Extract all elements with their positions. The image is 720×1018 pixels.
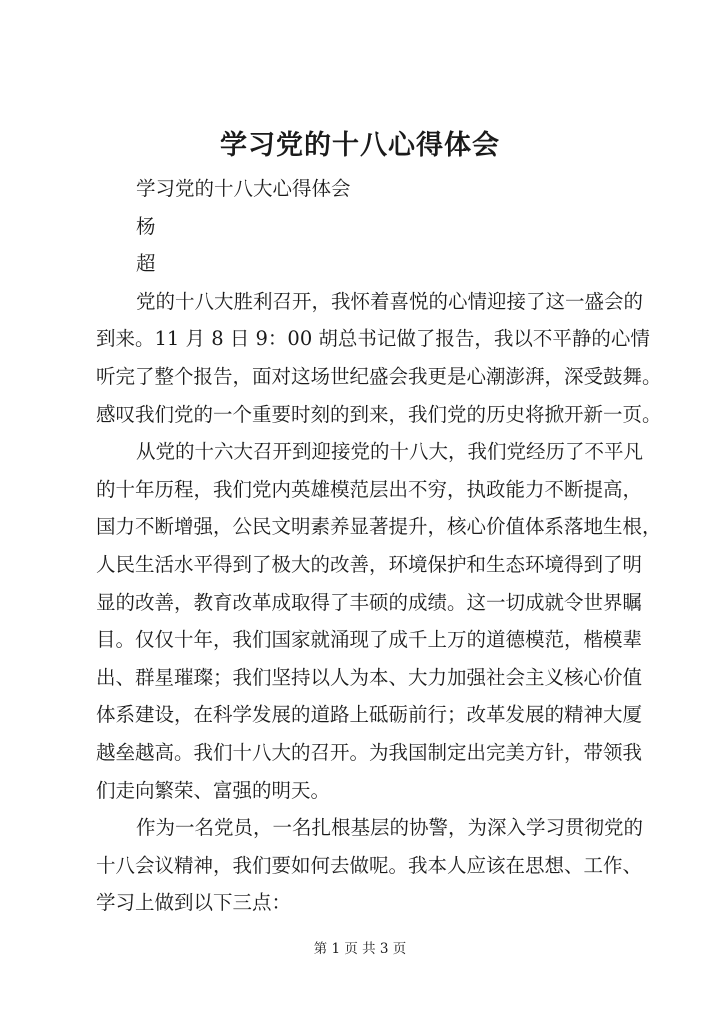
paragraph-line: 党的十八大胜利召开，我怀着喜悦的心情迎接了这一盛会的 [136, 289, 644, 313]
paragraph-line: 越垒越高。我们十八大的召开。为我国制定出完美方针，带领我 [96, 740, 643, 764]
document-body [96, 170, 662, 922]
paragraph-line: 们走向繁荣、富强的明天。 [96, 778, 331, 802]
paragraph-line: 十八会议精神，我们要如何去做呢。我本人应该在思想、工作、 [96, 853, 643, 877]
paragraph-line: 学习上做到以下三点： [96, 891, 292, 915]
paragraph-line: 目。仅仅十年，我们国家就涌现了成千上万的道德模范，楷模辈 [96, 628, 643, 652]
paragraph-line: 国力不断增强，公民文明素养显著提升，核心价值体系落地生根， [96, 515, 662, 539]
paragraph-2 [96, 433, 662, 809]
author-line-1: 杨 [136, 214, 156, 238]
paragraph-line: 听完了整个报告，面对这场世纪盛会我更是心潮澎湃，深受鼓舞。 [96, 364, 662, 388]
paragraph-line: 人民生活水平得到了极大的改善，环境保护和生态环境得到了明 [96, 552, 643, 576]
paragraph-line: 从党的十六大召开到迎接党的十八大，我们党经历了不平凡 [136, 440, 644, 464]
document-title: 学习党的十八心得体会 [220, 130, 500, 161]
paragraph-line: 感叹我们党的一个重要时刻的到来，我们党的历史将掀开新一页。 [96, 402, 662, 426]
paragraph-line: 的十年历程，我们党内英雄模范层出不穷，执政能力不断提高， [96, 477, 643, 501]
paragraph-line: 体系建设，在科学发展的道路上砥砺前行；改革发展的精神大厦 [96, 703, 643, 727]
subtitle-line: 学习党的十八大心得体会 [136, 177, 351, 200]
paragraph-1 [96, 283, 662, 433]
paragraph-line: 出、群星璀璨；我们坚持以人为本、大力加强社会主义核心价值 [96, 665, 643, 689]
paragraph-line: 作为一名党员，一名扎根基层的协警，为深入学习贯彻党的 [136, 816, 644, 840]
paragraph-line: 显的改善，教育改革成取得了丰硕的成绩。这一切成就令世界瞩 [96, 590, 643, 614]
page-footer: 第 1 页 共 3 页 [313, 941, 407, 957]
paragraph-line: 到来。11 月 8 日 9：00 胡总书记做了报告，我以不平静的心情 [96, 327, 650, 351]
paragraph-3 [96, 809, 642, 922]
author-line-2: 超 [136, 252, 156, 276]
